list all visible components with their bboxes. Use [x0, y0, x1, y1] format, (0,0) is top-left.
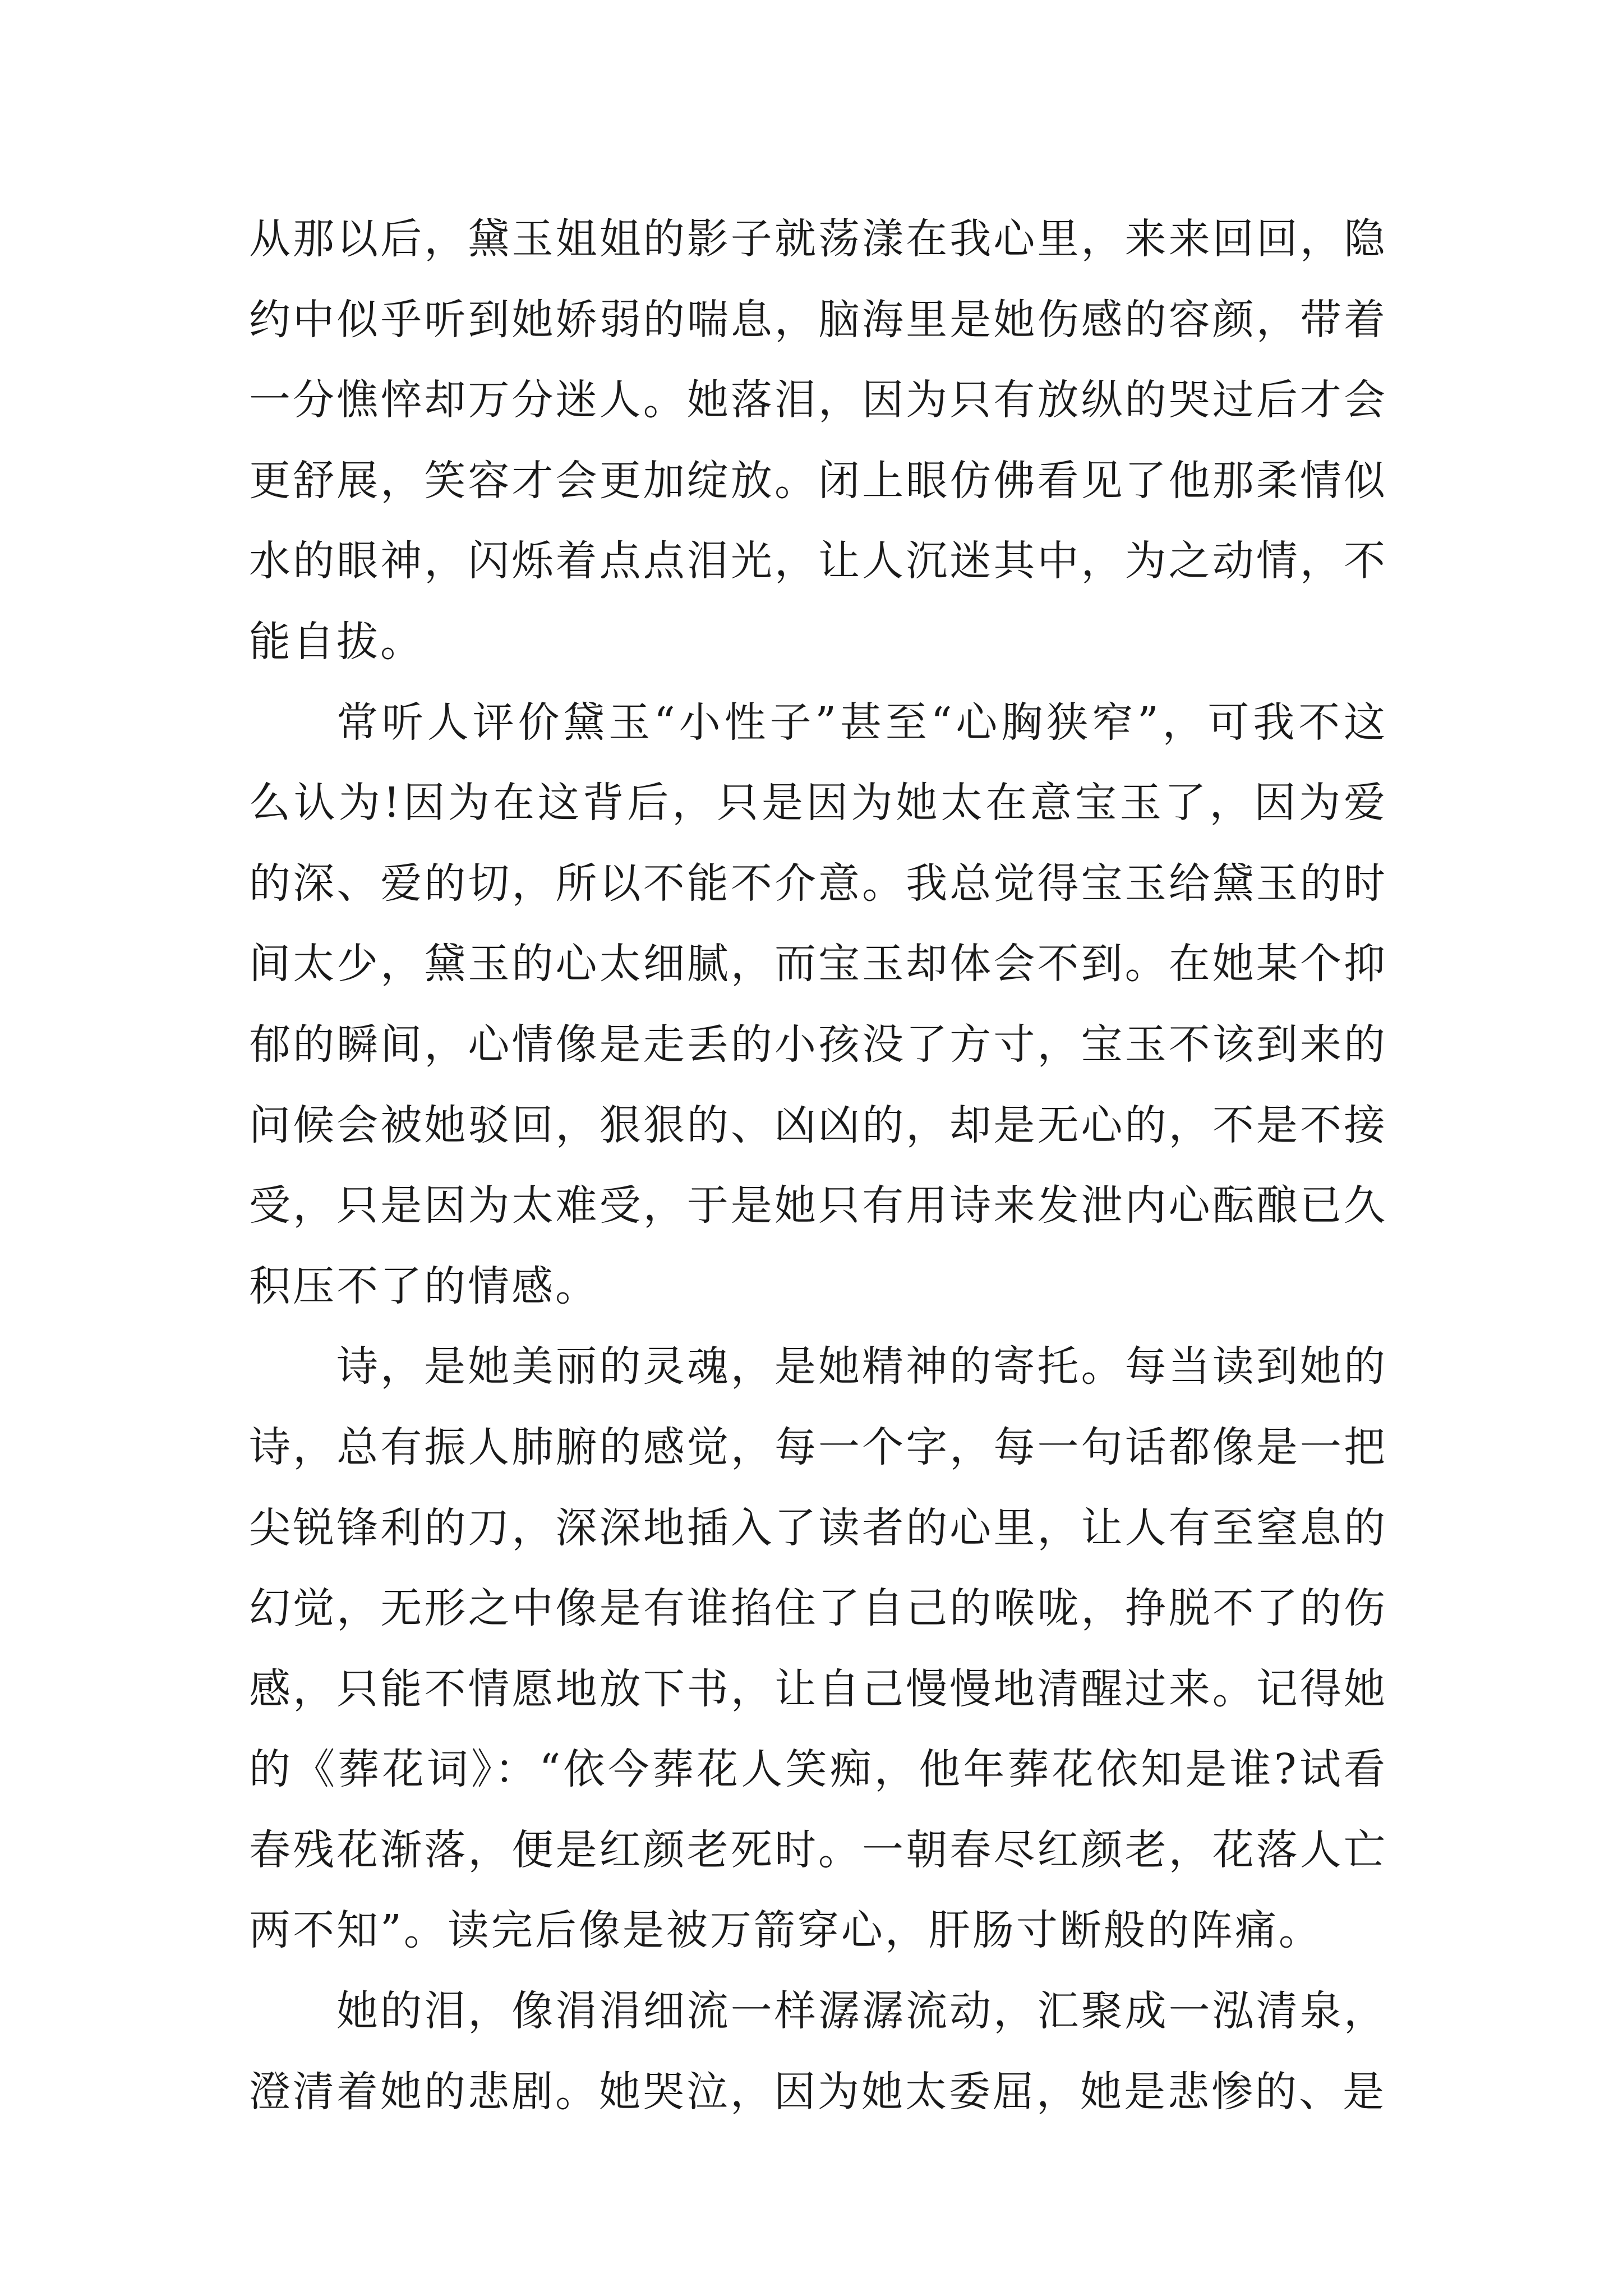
paragraph-4: 她的泪，像涓涓细流一样潺潺流动，汇聚成一泓清泉，澄清着她的悲剧。她哭泣，因为她太委屈，她是悲惨的、是	[249, 1987, 1387, 2116]
paragraph-3: 诗，是她美丽的灵魂，是她精神的寄托。每当读到她的诗，总有振人肺腑的感觉，每一个字，每一句话都像是一把尖锐锋利的刀，深深地插入了读者的心里，让人有至窒息的幻觉，无形之中像是有谁掐住了自己的喉咙，挣脱不了的伤感，只能不情愿地放下书，让自己慢慢地清醒过来。记得她的《葬花词》：“依今葬花人笑痴，他年葬花依知是谁?试看春残花渐落，便是红颜老死时。一朝春尽红颜老，花落人亡两不知”。读完后像是被万箭穿心，肝肠寸断般的阵痛。	[249, 1342, 1387, 1955]
paragraph-1: 从那以后，黛玉姐姐的影子就荡漾在我心里，来来回回，隐约中似乎听到她娇弱的喘息，脑海里是她伤感的容颜，带着一分憔悴却万分迷人。她落泪，因为只有放纵的哭过后才会更舒展，笑容才会更加绽放。闭上眼仿佛看见了他那柔情似水的眼神，闪烁着点点泪光，让人沉迷其中，为之动情，不能自拔。	[249, 215, 1387, 666]
paragraph-2: 常听人评价黛玉“小性子”甚至“心胸狭窄”，可我不这么认为!因为在这背后，只是因为她太在意宝玉了，因为爱的深、爱的切，所以不能不介意。我总觉得宝玉给黛玉的时间太少，黛玉的心太细腻，而宝玉却体会不到。在她某个抑郁的瞬间，心情像是走丢的小孩没了方寸，宝玉不该到来的问候会被她驳回，狠狠的、凶凶的，却是无心的，不是不接受，只是因为太难受，于是她只有用诗来发泄内心酝酿已久积压不了的情感。	[249, 698, 1387, 1310]
document-body	[249, 199, 1387, 2132]
